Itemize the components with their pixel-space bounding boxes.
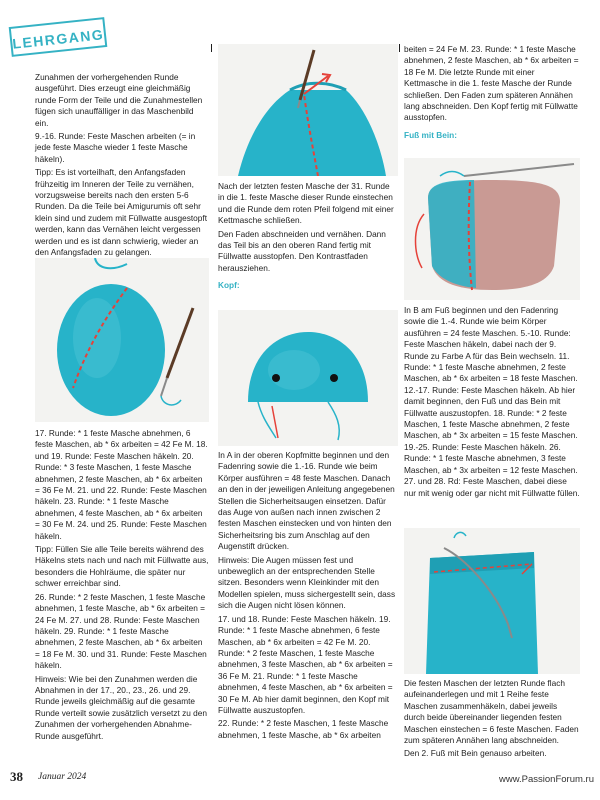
watermark: www.PassionForum.ru <box>498 774 594 785</box>
column-3-bottom <box>404 678 580 762</box>
column-3-top <box>404 44 580 145</box>
paragraph: Die festen Maschen der letzten Runde flach aufeinanderlegen und mit 1 Reihe feste Maschen zusammenhäkeln, dabei jeweils durch beide übereinander liegenden festen Maschen einstechen = 6 feste Maschen. Faden zum späteren Annähen lang abschneiden. <box>404 678 579 746</box>
paragraph: Zunahmen der vorhergehenden Runde ausgeführt. Dies erzeugt eine gleichmäßig runde Form der Teile und die Zunahmestellen fügen sich unauffälliger in das Maschenbild ein. <box>35 72 203 128</box>
paragraph: Den Faden abschneiden und vernähen. Dann das Teil bis an den oberen Rand fertig mit Füllwatte ausstopfen. Den Kontrastfaden herausziehen. <box>218 228 386 273</box>
column-rule <box>399 44 400 52</box>
paragraph: 17. und 18. Runde: Feste Maschen häkeln. 19. Runde: * 1 feste Masche abnehmen, 6 feste Maschen, ab * 6x arbeiten = 42 Fe M. 20. Runde: * 2 feste Maschen, 1 feste Masche abnehmen, 3 feste Maschen, ab * 6x arbeiten = 36 Fe M. 21. Runde: * 1 feste Masche abnehmen, 4 feste Maschen, ab * 6x arbeiten = 30 Fe M. Ab hier damit beginnen, den Kopf mit Füllwatte auszustopfen. <box>218 613 393 715</box>
issue-date: Januar 2024 <box>38 772 87 782</box>
page-number: 38 <box>10 769 23 784</box>
column-rule <box>211 44 212 52</box>
paragraph: Den 2. Fuß mit Bein genauso arbeiten. <box>404 748 547 759</box>
paragraph: In B am Fuß beginnen und den Fadenring sowie die 1.-4. Runde wie beim Körper ausführen = 24 feste Maschen. 5.-10. Runde: Feste Maschen häkeln, dabei nach der 9. Runde zu Farbe A für das Bein wechseln. 11. Runde: * 1 feste Masche abnehmen, 2 feste Maschen, ab * 6x arbeiten = 18 feste Maschen. 12.-17. Runde: Feste Maschen häkeln. Ab hier damit beginnen, den Fuß und das Bein mit Füllwatte auszustopfen. 18. Runde: * 2 feste Maschen, 1 feste Masche abnehmen, 2 feste Maschen, ab * 3x arbeiten = 15 feste Maschen. 19.-25. Runde: Feste Maschen häkeln. 26. Runde: * 1 feste Masche abnehmen, 3 feste Maschen, ab * 3x arbeiten = 12 feste Maschen. 27. und 28. Rd: Feste Maschen, dabei diese nur mit wenig oder gar nicht mit Füllwatte füllen. <box>404 305 580 498</box>
paragraph: beiten = 24 Fe M. 23. Runde: * 1 feste Masche abnehmen, 2 feste Maschen, ab * 6x arbeiten = 18 Fe M. Die letzte Runde mit einer Kettmasche in die 1. feste Masche der Runde schließen. Den Faden zum späteren Annähen lang abschneiden. Den Kopf fertig mit Füllwatte ausstopfen. <box>404 44 579 123</box>
section-badge: LEHRGANG <box>9 17 108 57</box>
photo-foot-color-change <box>404 158 580 300</box>
paragraph: 9.-16. Runde: Feste Maschen arbeiten (= in jede feste Masche wieder 1 feste Masche häkeln). <box>35 131 196 164</box>
section-heading-fuss: Fuß mit Bein: <box>404 129 458 140</box>
column-2-top <box>218 181 398 296</box>
photo-leg-closing-row <box>404 528 580 674</box>
paragraph: Nach der letzten festen Masche der 31. Runde in die 1. feste Masche dieser Runde einstechen und die Runde dem roten Pfeil folgend mit einer Kettmasche schließen. <box>218 181 394 226</box>
column-2-bottom <box>218 450 398 743</box>
paragraph: 17. Runde: * 1 feste Masche abnehmen, 6 feste Maschen, ab * 6x arbeiten = 42 Fe M. 18. und 19. Runde: Feste Maschen häkeln. 20. Runde: * 3 feste Maschen, 1 feste Masche abnehmen, 2 feste Maschen, ab * 6x arbeiten = 36 Fe M. 21. und 22. Runde: Feste Maschen häkeln. 23. Runde: * 1 feste Masche abnehmen, 4 feste Maschen, ab * 6x arbeiten = 30 Fe M. 24. und 25. Runde: Feste Maschen häkeln. <box>35 428 208 541</box>
paragraph: Hinweis: Die Augen müssen fest und unbeweglich an der entsprechenden Stelle sitzen. Besonders wenn Kleinkinder mit den Modellen spielen, muss sichergestellt sein, dass sich die Augen nicht lösen können. <box>218 554 396 611</box>
paragraph: 22. Runde: * 2 feste Maschen, 1 feste Masche abnehmen, 1 feste Masche, ab * 6x arbeiten <box>218 718 389 740</box>
column-3-middle <box>404 305 580 501</box>
paragraph: 26. Runde: * 2 feste Maschen, 1 feste Masche abnehmen, 1 feste Masche, ab * 6x arbeiten = 24 Fe M. 27. und 28. Runde: Feste Maschen häkeln. 29. Runde: * 1 feste Masche abnehmen, 2 feste Maschen, ab * 6x arbeiten = 18 Fe M. 30. und 31. Runde: Feste Maschen häkeln. <box>35 591 207 671</box>
column-1-bottom <box>35 428 209 744</box>
paragraph: In A in der oberen Kopfmitte beginnen und den Fadenring sowie die 1.-16. Runde wie beim Körper ausführen = 48 feste Maschen. Danach an den in der jeweiligen Anleitung angegebenen Stellen die Sicherheitsaugen einsetzen. Dafür das Auge von außen nach innen zwischen 2 festen Maschen einstecken und von hinten den Sicherheitsring bis zum Anschlag auf den Augenstift drücken. <box>218 450 395 552</box>
photo-body-crochet <box>35 258 209 422</box>
photo-body-closing-round <box>218 44 398 176</box>
paragraph: Tipp: Es ist vorteilhaft, den Anfangsfaden frühzeitig im Inneren der Teile zu vernähen, vorzugsweise bereits nach den ersten 5-6 Runden. Da die Teile bei Amigurumis oft sehr klein sind und zudem mit Füllwatte ausgestopft werden, kann das Vernähen leicht vergessen werden und es ist dann schwierig, wieder an den Anfangsfaden zu gelangen. <box>35 167 208 258</box>
column-1-top <box>35 72 209 261</box>
paragraph: Hinweis: Wie bei den Zunahmen werden die Abnahmen in der 17., 20., 23., 26. und 29. Runde jeweils gleichmäßig auf die gesamte Runde verteilt sowie zusätzlich versetzt zu den Zunahmen der vorhergehenden Abnahme-Runde ausgeführt. <box>35 673 208 741</box>
paragraph: Tipp: Füllen Sie alle Teile bereits während des Häkelns stets nach und nach mit Füllwatte aus, besonders die Hohlräume, die später nur schwer erreichbar sind. <box>35 544 209 589</box>
photo-head-with-eyes <box>218 310 398 446</box>
section-heading-kopf: Kopf: <box>218 280 240 291</box>
